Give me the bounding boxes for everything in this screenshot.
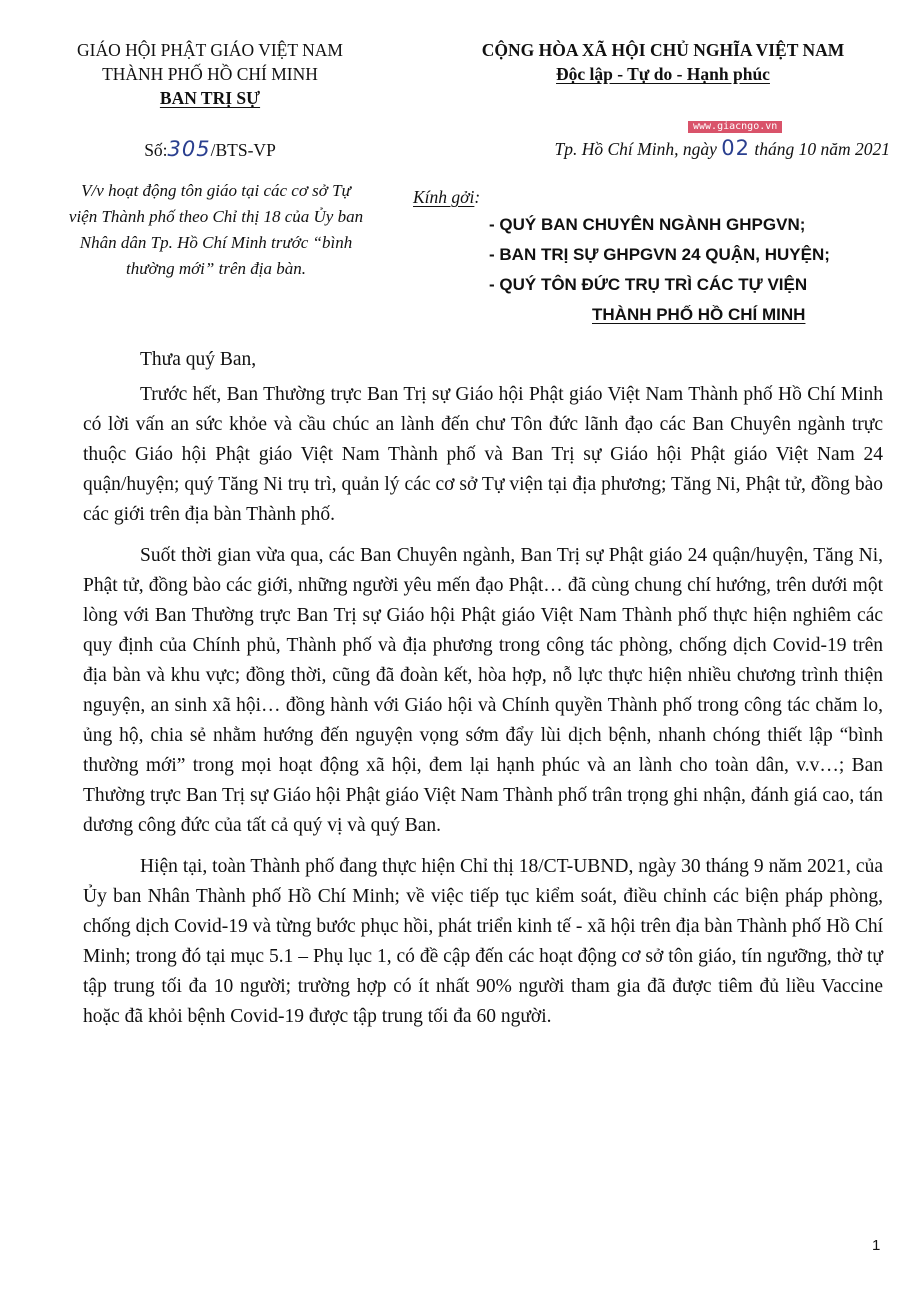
date-suffix: tháng 10 năm 2021	[754, 139, 890, 159]
website-watermark: www.giacngo.vn	[688, 121, 782, 133]
recipient-item: - QUÝ BAN CHUYÊN NGÀNH GHPGVN;	[489, 215, 806, 234]
document-number	[40, 137, 380, 161]
page-number: 1	[872, 1237, 881, 1254]
issuer-header	[40, 38, 380, 110]
national-header	[440, 38, 886, 86]
document-subject: V/v hoạt động tôn giáo tại các cơ sở Tự viện Thành phố theo Chỉ thị 18 của Ủy ban Nhân dân Tp. Hồ Chí Minh trước “bình thường mới” trên địa bàn.	[68, 181, 364, 278]
recipient-item-city: THÀNH PHỐ HỒ CHÍ MINH	[592, 305, 806, 324]
document-number-handwritten: 305	[167, 137, 211, 161]
salutation: Thưa quý Ban,	[140, 349, 257, 370]
recipient-item: - BAN TRỊ SỰ GHPGVN 24 QUẬN, HUYỆN;	[489, 245, 830, 264]
addressee-label-text: Kính gởi	[413, 187, 475, 207]
recipient-list	[489, 210, 830, 330]
body-paragraph: Hiện tại, toàn Thành phố đang thực hiện Chỉ thị 18/CT-UBND, ngày 30 tháng 9 năm 2021, của Ủy ban Nhân Thành phố Hồ Chí Minh; về việc tiếp tục kiểm soát, điều chỉnh các biện pháp phòng, chống dịch Covid-19 và từng bước phục hồi, phát triển kinh tế - xã hội trên địa bàn Thành phố Hồ Chí Minh; trong đó tại mục 5.1 – Phụ lục 1, có đề cập đến các hoạt động cơ sở tôn giáo, tín ngưỡng, thờ tự tập trung tối đa 10 người; trường hợp có ít nhất 90% người tham gia đã được tiêm đủ liều Vaccine hoặc đã khỏi bệnh Covid-19 được tập trung tối đa 60 người.	[83, 855, 883, 1027]
national-title: CỘNG HÒA XÃ HỘI CHỦ NGHĨA VIỆT NAM	[481, 40, 845, 60]
body-paragraph: Suốt thời gian vừa qua, các Ban Chuyên ngành, Ban Trị sự Phật giáo 24 quận/huyện, Tăng Ni, Phật tử, đồng bào các giới, những người yêu mến đạo Phật… đã cùng chung chí hướng, trên dưới một lòng với Ban Thường trực Ban Trị sự Giáo hội Phật giáo Việt Nam Thành phố thực hiện nghiêm các quy định của Chính phủ, Thành phố và địa phương trong công tác phòng, chống dịch Covid-19 trên địa bàn và khu vực; đồng thời, cũng đã đoàn kết, hòa hợp, nỗ lực thực hiện nhiều chương trình thiện nguyện, an sinh xã hội… đồng hành với Giáo hội và Chính quyền Thành phố trong công tác chăm lo, ủng hộ, chia sẻ nhằm hướng đến nguyện vọng sớm đẩy lùi dịch bệnh, nhanh chóng thiết lập “bình thường mới” trong mọi hoạt động xã hội, đem lại hạnh phúc và an lành cho toàn dân, v.v…; Ban Thường trực Ban Trị sự Giáo hội Phật giáo Việt Nam Thành phố trân trọng ghi nhận, đánh giá cao, tán dương công đức của tất cả quý vị và quý Ban.	[83, 544, 883, 837]
body-paragraph: Trước hết, Ban Thường trực Ban Trị sự Giáo hội Phật giáo Việt Nam Thành phố Hồ Chí Minh có lời vấn an sức khỏe và cầu chúc an lành đến chư Tôn đức lãnh đạo các Ban Chuyên ngành trực thuộc Giáo hội Phật giáo Việt Nam Thành phố và Ban Trị sự Giáo hội Phật giáo Việt Nam 24 quận/huyện; quý Tăng Ni trụ trì, quản lý các cơ sở Tự viện tại địa phương; Tăng Ni, Phật tử, đồng bào các giới trên địa bàn Thành phố.	[83, 384, 883, 526]
letter-body	[83, 345, 883, 1042]
date-prefix: Tp. Hồ Chí Minh, ngày	[554, 139, 717, 159]
addressee-label: Kính gởi:	[413, 187, 481, 207]
issuer-board-line: BAN TRỊ SỰ	[159, 88, 261, 108]
recipient-item: - QUÝ TÔN ĐỨC TRỤ TRÌ CÁC TỰ VIỆN	[489, 275, 808, 294]
document-number-suffix: /BTS-VP	[210, 140, 276, 160]
document-number-prefix: Số:	[144, 140, 168, 160]
date-day-handwritten: 02	[721, 136, 750, 160]
issuer-city-line: THÀNH PHỐ HỒ CHÍ MINH	[102, 64, 318, 84]
national-motto: Độc lập - Tự do - Hạnh phúc	[556, 64, 770, 84]
issuer-org-line: GIÁO HỘI PHẬT GIÁO VIỆT NAM	[77, 40, 343, 60]
document-date	[500, 136, 890, 160]
